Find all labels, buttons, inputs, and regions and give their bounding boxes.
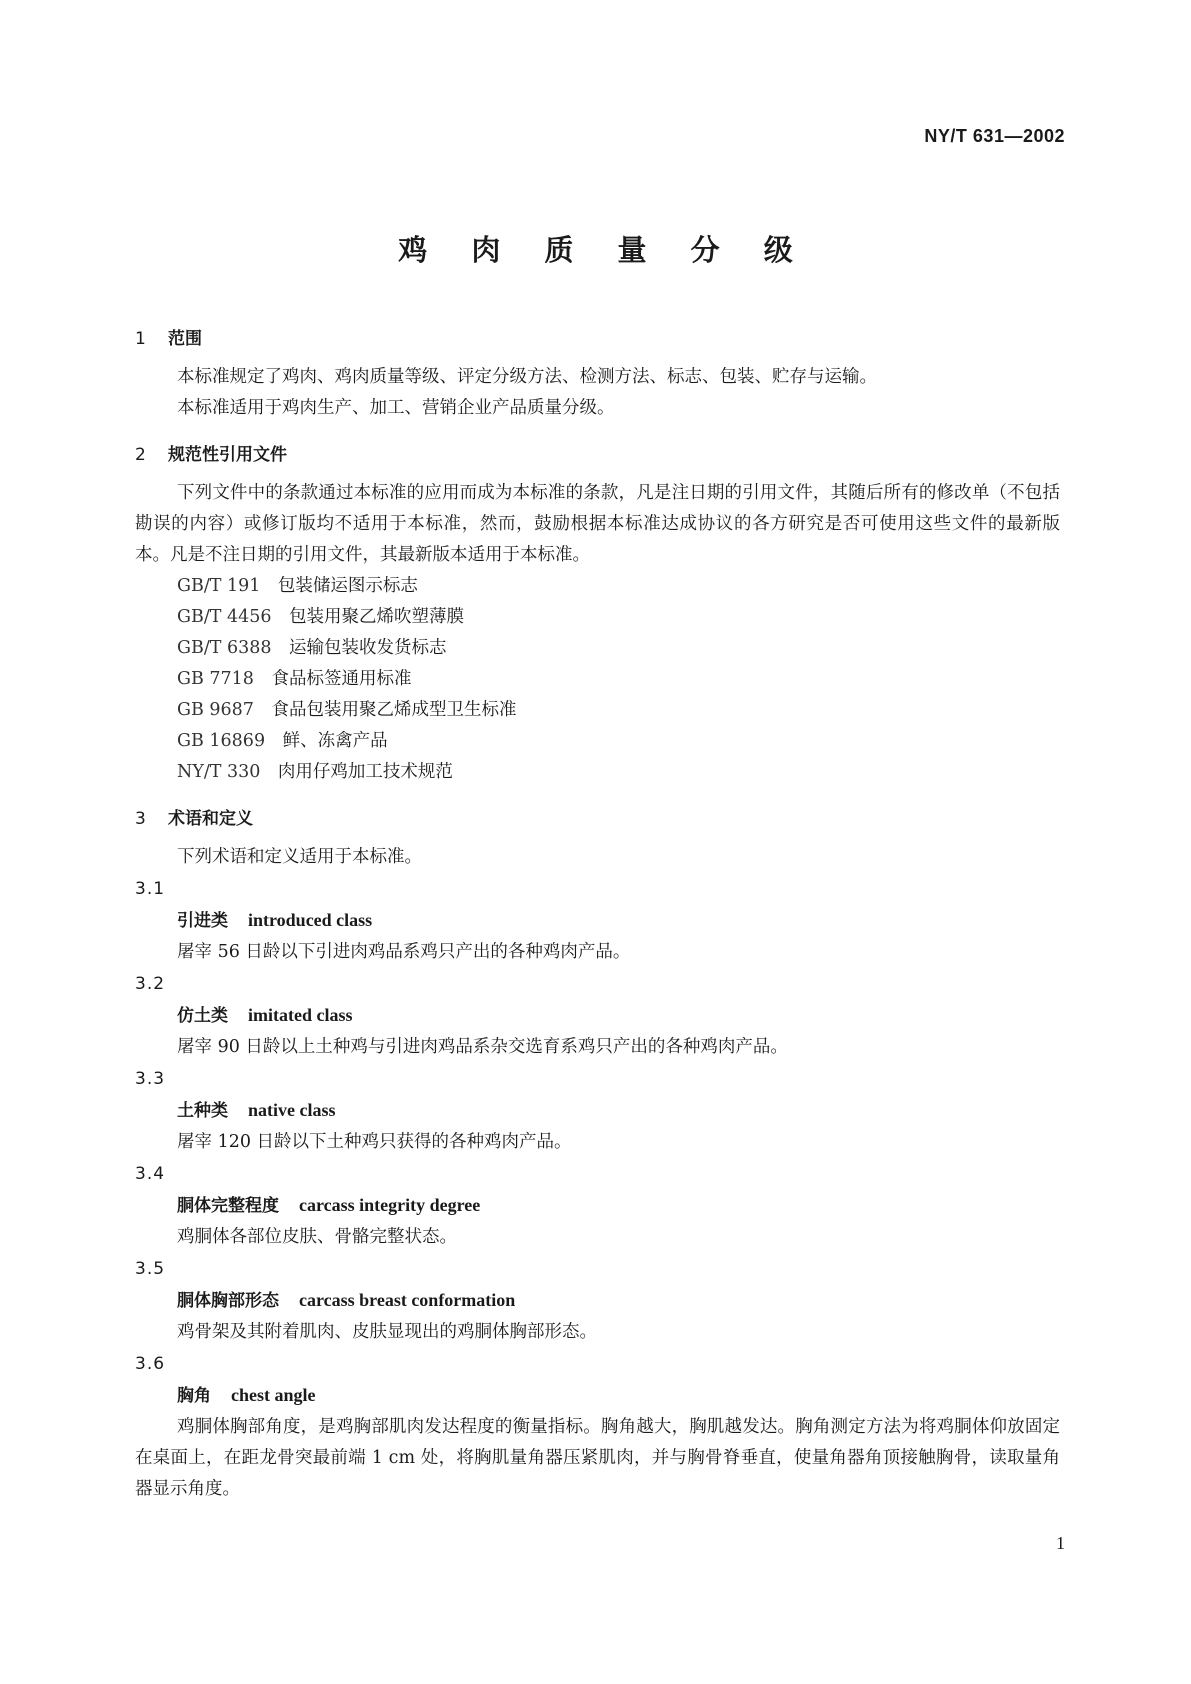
section-title: 范围: [168, 329, 202, 349]
paragraph: 本标准适用于鸡肉生产、加工、营销企业产品质量分级。: [177, 398, 615, 418]
reference-code: GB 9687: [177, 700, 254, 720]
document-title: 鸡 肉 质 量 分 级: [398, 233, 810, 267]
term-chinese: 引进类: [177, 911, 228, 931]
term-english: carcass integrity degree: [299, 1195, 481, 1215]
term-english: introduced class: [248, 910, 373, 930]
section-number: 3: [135, 809, 146, 829]
term-heading: [135, 1000, 1060, 1032]
reference-title: 食品标签通用标准: [271, 669, 412, 689]
section-heading: [135, 439, 1060, 471]
term-number: 3.5: [135, 1259, 166, 1279]
term-chinese: 土种类: [177, 1101, 228, 1121]
term-chinese: 胴体胸部形态: [177, 1291, 279, 1311]
reference-code: GB/T 4456: [177, 607, 272, 627]
reference-code: GB 16869: [177, 731, 266, 751]
reference-item: [135, 757, 1060, 788]
reference-item: [135, 602, 1060, 633]
section-number: 2: [135, 445, 146, 465]
term-heading: [135, 1380, 1060, 1412]
section-title: 规范性引用文件: [168, 445, 287, 465]
term-english: chest angle: [231, 1385, 316, 1405]
reference-item: [135, 695, 1060, 726]
reference-code: GB/T 191: [177, 576, 261, 596]
term-heading: [135, 905, 1060, 937]
term-definition: 鸡胴体胸部角度，是鸡胸部肌肉发达程度的衡量指标。胸角越大，胸肌越发达。胸角测定方法为将鸡胴体仰放固定在桌面上，在距龙骨突最前端 1 cm 处，将胸肌量角器压紧肌肉，并与胸骨脊垂直，使量角器角顶接触胸骨，读取量角器显示角度。: [135, 1417, 1060, 1499]
section-number: 1: [135, 329, 146, 349]
term-definition: 屠宰 90 日龄以上土种鸡与引进肉鸡品系杂交选育系鸡只产出的各种鸡肉产品。: [177, 1037, 788, 1057]
term-definition: 鸡骨架及其附着肌肉、皮肤显现出的鸡胴体胸部形态。: [177, 1322, 597, 1342]
reference-title: 包装储运图示标志: [277, 576, 418, 596]
term-english: imitated class: [248, 1005, 353, 1025]
reference-title: 运输包装收发货标志: [289, 638, 447, 658]
term-number: 3.1: [135, 879, 166, 899]
term-number: 3.2: [135, 974, 166, 994]
term-number: 3.4: [135, 1164, 166, 1184]
term-heading: [135, 1095, 1060, 1127]
paragraph: 下列术语和定义适用于本标准。: [177, 847, 422, 867]
reference-item: [135, 571, 1060, 602]
term-definition: 鸡胴体各部位皮肤、骨骼完整状态。: [177, 1227, 457, 1247]
term-chinese: 胸角: [177, 1386, 211, 1406]
term-english: carcass breast conformation: [299, 1290, 516, 1310]
term-number: 3.3: [135, 1069, 166, 1089]
term-chinese: 仿土类: [177, 1006, 228, 1026]
reference-item: [135, 633, 1060, 664]
section-title: 术语和定义: [168, 809, 253, 829]
term-definition: 屠宰 56 日龄以下引进肉鸡品系鸡只产出的各种鸡肉产品。: [177, 942, 631, 962]
reference-code: GB 7718: [177, 669, 254, 689]
document-body: [135, 323, 1060, 1505]
term-heading: [135, 1190, 1060, 1222]
reference-item: [135, 664, 1060, 695]
page-number: 1: [1056, 1533, 1065, 1553]
term-definition: 屠宰 120 日龄以下土种鸡只获得的各种鸡肉产品。: [177, 1132, 572, 1152]
term-heading: [135, 1285, 1060, 1317]
section-heading: [135, 803, 1060, 835]
paragraph: 本标准规定了鸡肉、鸡肉质量等级、评定分级方法、检测方法、标志、包装、贮存与运输。: [177, 367, 877, 387]
reference-code: GB/T 6388: [177, 638, 272, 658]
section-heading: [135, 323, 1060, 355]
reference-title: 食品包装用聚乙烯成型卫生标准: [271, 700, 517, 720]
reference-title: 包装用聚乙烯吹塑薄膜: [289, 607, 465, 627]
reference-item: [135, 726, 1060, 757]
standard-code: NY/T 631—2002: [924, 126, 1065, 146]
paragraph: 下列文件中的条款通过本标准的应用而成为本标准的条款，凡是注日期的引用文件，其随后所有的修改单（不包括勘误的内容）或修订版均不适用于本标准，然而，鼓励根据本标准达成协议的各方研究是否可使用这些文件的最新版本。凡是不注日期的引用文件，其最新版本适用于本标准。: [135, 483, 1060, 565]
reference-title: 肉用仔鸡加工技术规范: [277, 762, 453, 782]
term-chinese: 胴体完整程度: [177, 1196, 279, 1216]
reference-code: NY/T 330: [177, 762, 261, 782]
reference-title: 鲜、冻禽产品: [282, 731, 388, 751]
term-english: native class: [248, 1100, 336, 1120]
term-number: 3.6: [135, 1354, 166, 1374]
